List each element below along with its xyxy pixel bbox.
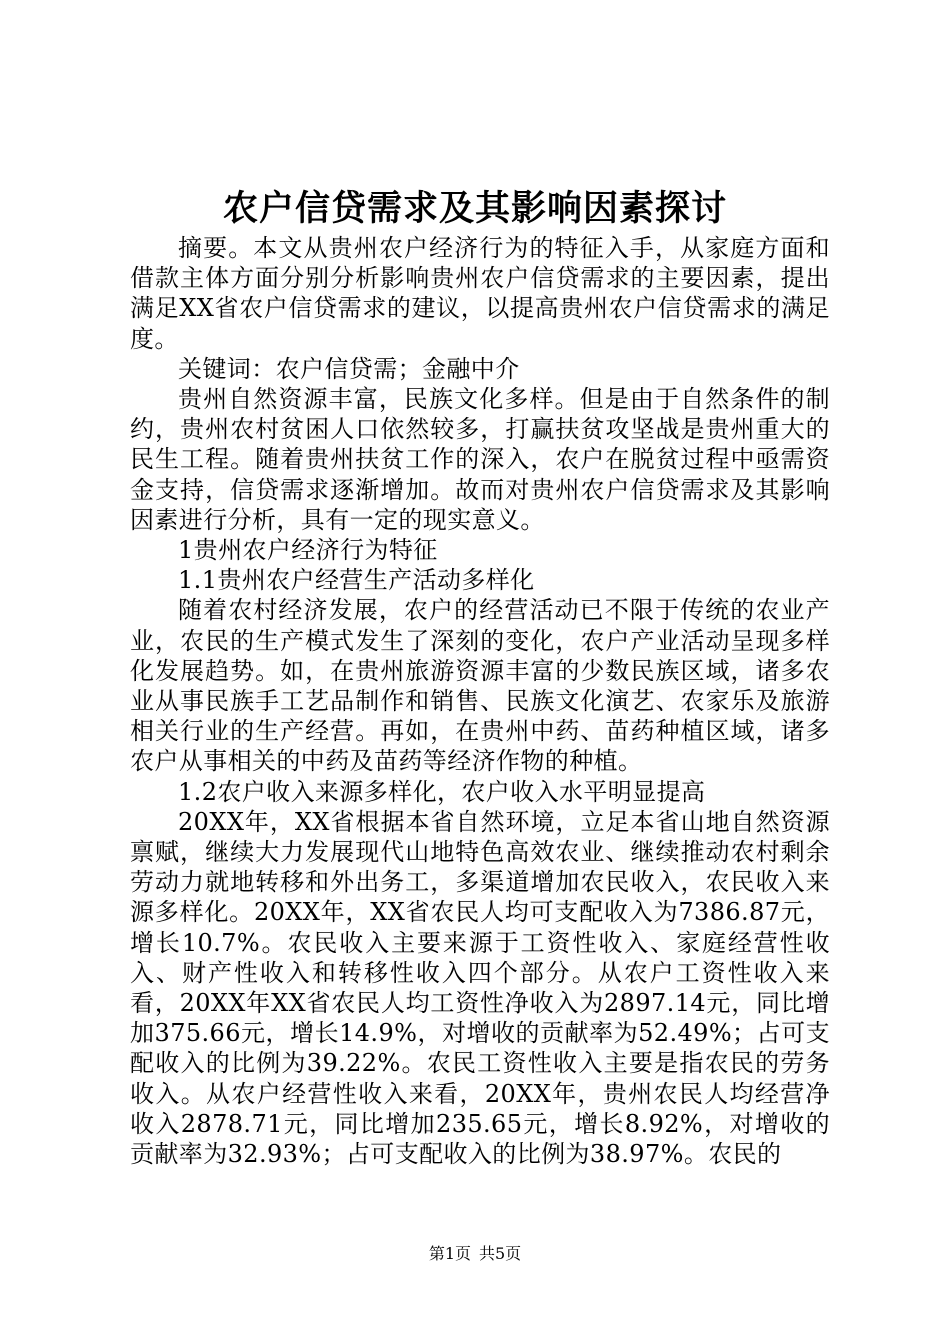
- document-body: [130, 233, 830, 1169]
- section-1-2-paragraph: 20XX年，XX省根据本省自然环境，立足本省山地自然资源禀赋，继续大力发展现代山地特色高效农业、继续推动农村剩余劳动力就地转移和外出务工，多渠道增加农民收入，农民收入来源多样化。20XX年，XX省农民人均可支配收入为7386.87元，增长10.7%。农民收入主要来源于工资性收入、家庭经营性收入、财产性收入和转移性收入四个部分。从农户工资性收入来看，20XX年XX省农民人均工资性净收入为2897.14元，同比增加375.66元，增长14.9%，对增收的贡献率为52.49%；占可支配收入的比例为39.22%。农民工资性收入主要是指农民的劳务收入。从农户经营性收入来看，20XX年，贵州农民人均经营净收入2878.71元，同比增加235.65元，增长8.92%，对增收的贡献率为32.93%；占可支配收入的比例为38.97%。农民的: [130, 807, 830, 1169]
- page-number: 第1页: [428, 1244, 471, 1263]
- page-total: 共5页: [479, 1244, 522, 1263]
- section-1-1-paragraph: 随着农村经济发展，农户的经营活动已不限于传统的农业产业，农民的生产模式发生了深刻的变化，农户产业活动呈现多样化发展趋势。如，在贵州旅游资源丰富的少数民族区域，诸多农业从事民族手工艺品制作和销售、民族文化演艺、农家乐及旅游相关行业的生产经营。再如，在贵州中药、苗药种植区域，诸多农户从事相关的中药及苗药等经济作物的种植。: [130, 596, 830, 776]
- section-heading-1: 1贵州农户经济行为特征: [178, 536, 438, 565]
- intro-paragraph: 贵州自然资源丰富，民族文化多样。但是由于自然条件的制约，贵州农村贫困人口依然较多，打赢扶贫攻坚战是贵州重大的民生工程。随着贵州扶贫工作的深入，农户在脱贫过程中亟需资金支持，信贷需求逐渐增加。故而对贵州农户信贷需求及其影响因素进行分析，具有一定的现实意义。: [130, 385, 830, 534]
- document-title: 农户信贷需求及其影响因素探讨: [222, 188, 727, 229]
- section-heading-1-2: 1.2农户收入来源多样化，农户收入水平明显提高: [178, 777, 706, 806]
- section-heading-1-1: 1.1贵州农户经营生产活动多样化: [178, 566, 535, 595]
- page-footer: [0, 1244, 950, 1264]
- keywords-paragraph: 关键词：农户信贷需；金融中介: [178, 354, 520, 383]
- abstract-paragraph: 摘要。本文从贵州农户经济行为的特征入手，从家庭方面和借款主体方面分别分析影响贵州农户信贷需求的主要因素，提出满足XX省农户信贷需求的建议，以提高贵州农户信贷需求的满足度。: [130, 234, 830, 353]
